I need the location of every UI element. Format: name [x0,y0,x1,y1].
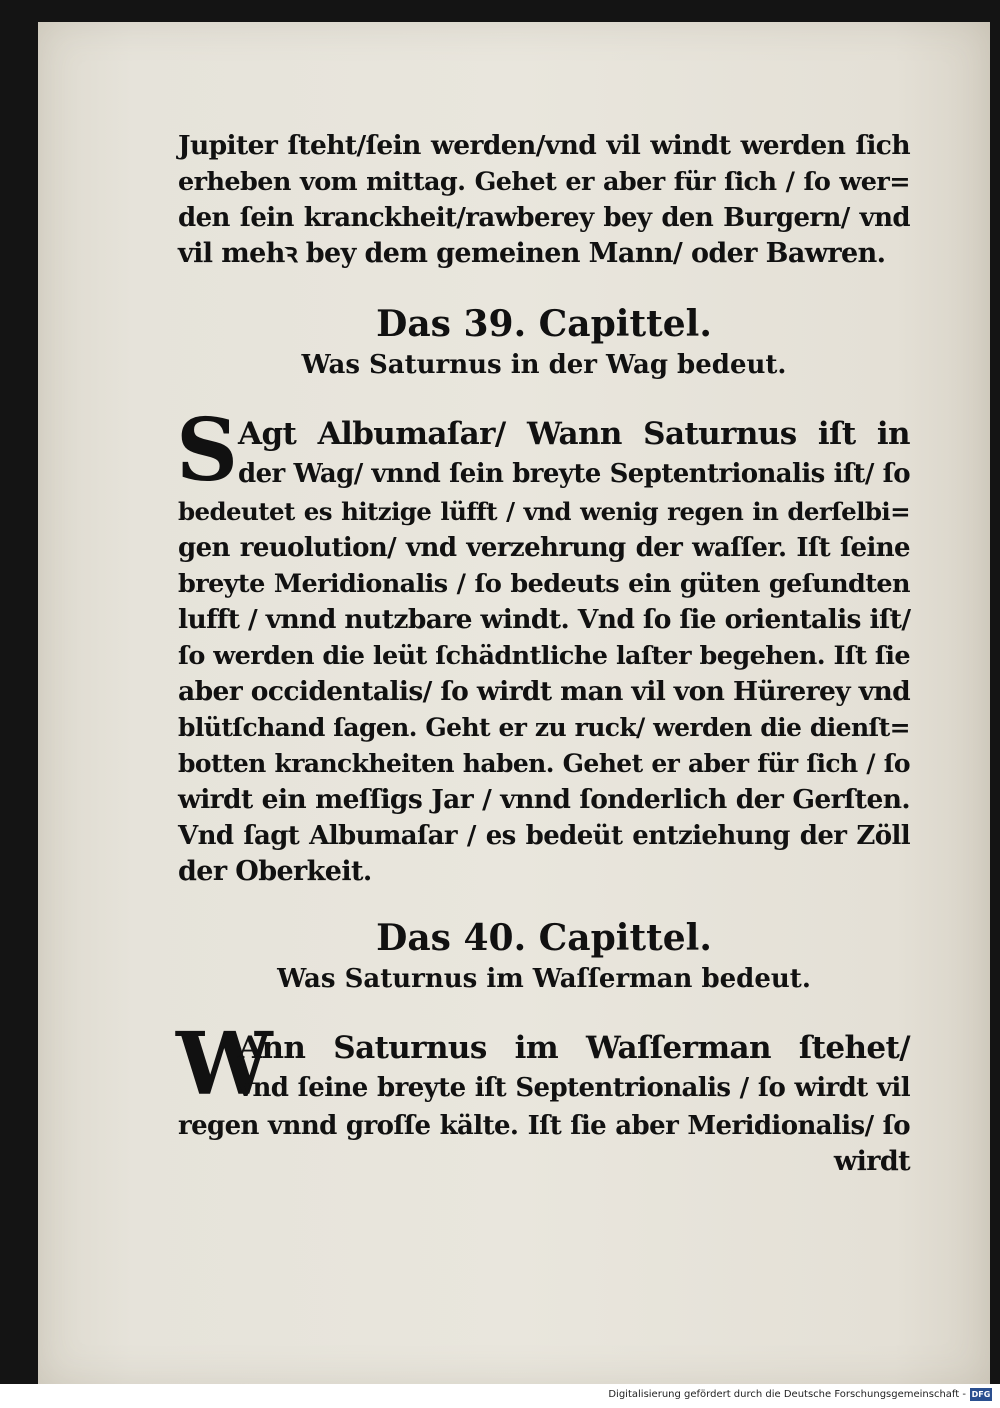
dfg-logo-icon: DFG [971,1390,991,1399]
text-line: gen reuolution/ vnd verzehrung der waſſer. Iſt ſeine [178,533,910,563]
text-line: botten kranckheiten haben. Gehet er aber für ſich / ſo [178,749,910,778]
text-line: aber occidentalis/ ſo wirdt man vil von Hürerey vnd [178,676,911,707]
chapter-39-title: Das 39. Capittel. [376,303,712,345]
text-line: blütſchand ſagen. Geht er zu ruck/ werden die dienſt= [178,713,910,742]
chapter-40-subtitle: Was Saturnus im Waſſerman bedeut. [277,964,811,994]
text-line: Vnd ſagt Albumaſar / es bedeüt entziehung der Zöll [178,821,910,851]
text-line: Agt Albumaſar/ Wann Saturnus iſt in [238,416,910,452]
text-line: den ſein kranckheit/rawberey bey den Burgern/ vnd [178,203,910,233]
text-line: wirdt ein meſſigs Jar / vnnd ſonderlich der Gerſten. [178,784,910,815]
funding-credit: Digitalisierung gefördert durch die Deutsche Forschungsgemeinschaft - [608,1389,966,1400]
text-line: regen vnnd groſſe kälte. Iſt ſie aber Meridionalis/ ſo [178,1111,910,1141]
chapter-39-body [178,416,910,896]
drop-cap-w: W [176,1014,273,1115]
chapter-39-subtitle: Was Saturnus in der Wag bedeut. [301,350,787,380]
text-line: der Wag/ vnnd ſein breyte Septentrionalis iſt/ ſo [238,459,910,489]
text-line: bedeutet es hitzige lüfft / vnd wenig regen in derſelbi= [178,497,910,526]
text-line: erheben vom mittag. Gehet er aber für ſich / ſo wer= [178,167,910,197]
text-line: vil mehꝛ bey dem gemeinen Mann/ oder Bawren. [178,238,886,269]
chapter-40-title: Das 40. Capittel. [376,917,712,959]
top-paragraph [178,128,910,278]
text-line: Ann Saturnus im Waſſerman ſtehet/ [238,1030,910,1066]
text-line: breyte Meridionalis / ſo bedeuts ein güten geſundten [178,569,910,599]
drop-cap-s: S [176,400,239,501]
text-line: der Oberkeit. [178,856,372,887]
text-line: Jupiter ſteht/ſein werden/vnd vil windt werden ſich [178,130,910,161]
catchword: wirdt [833,1146,910,1177]
text-line: ſo werden die leüt ſchädntliche laſter begehen. Iſt ſie [178,641,910,671]
text-line: lufft / vnnd nutzbare windt. Vnd ſo ſie orientalis iſt/ [178,604,911,635]
chapter-40-body [178,1030,910,1180]
text-line: vnd ſeine breyte iſt Septentrionalis / ſo wirdt vil [238,1073,910,1103]
